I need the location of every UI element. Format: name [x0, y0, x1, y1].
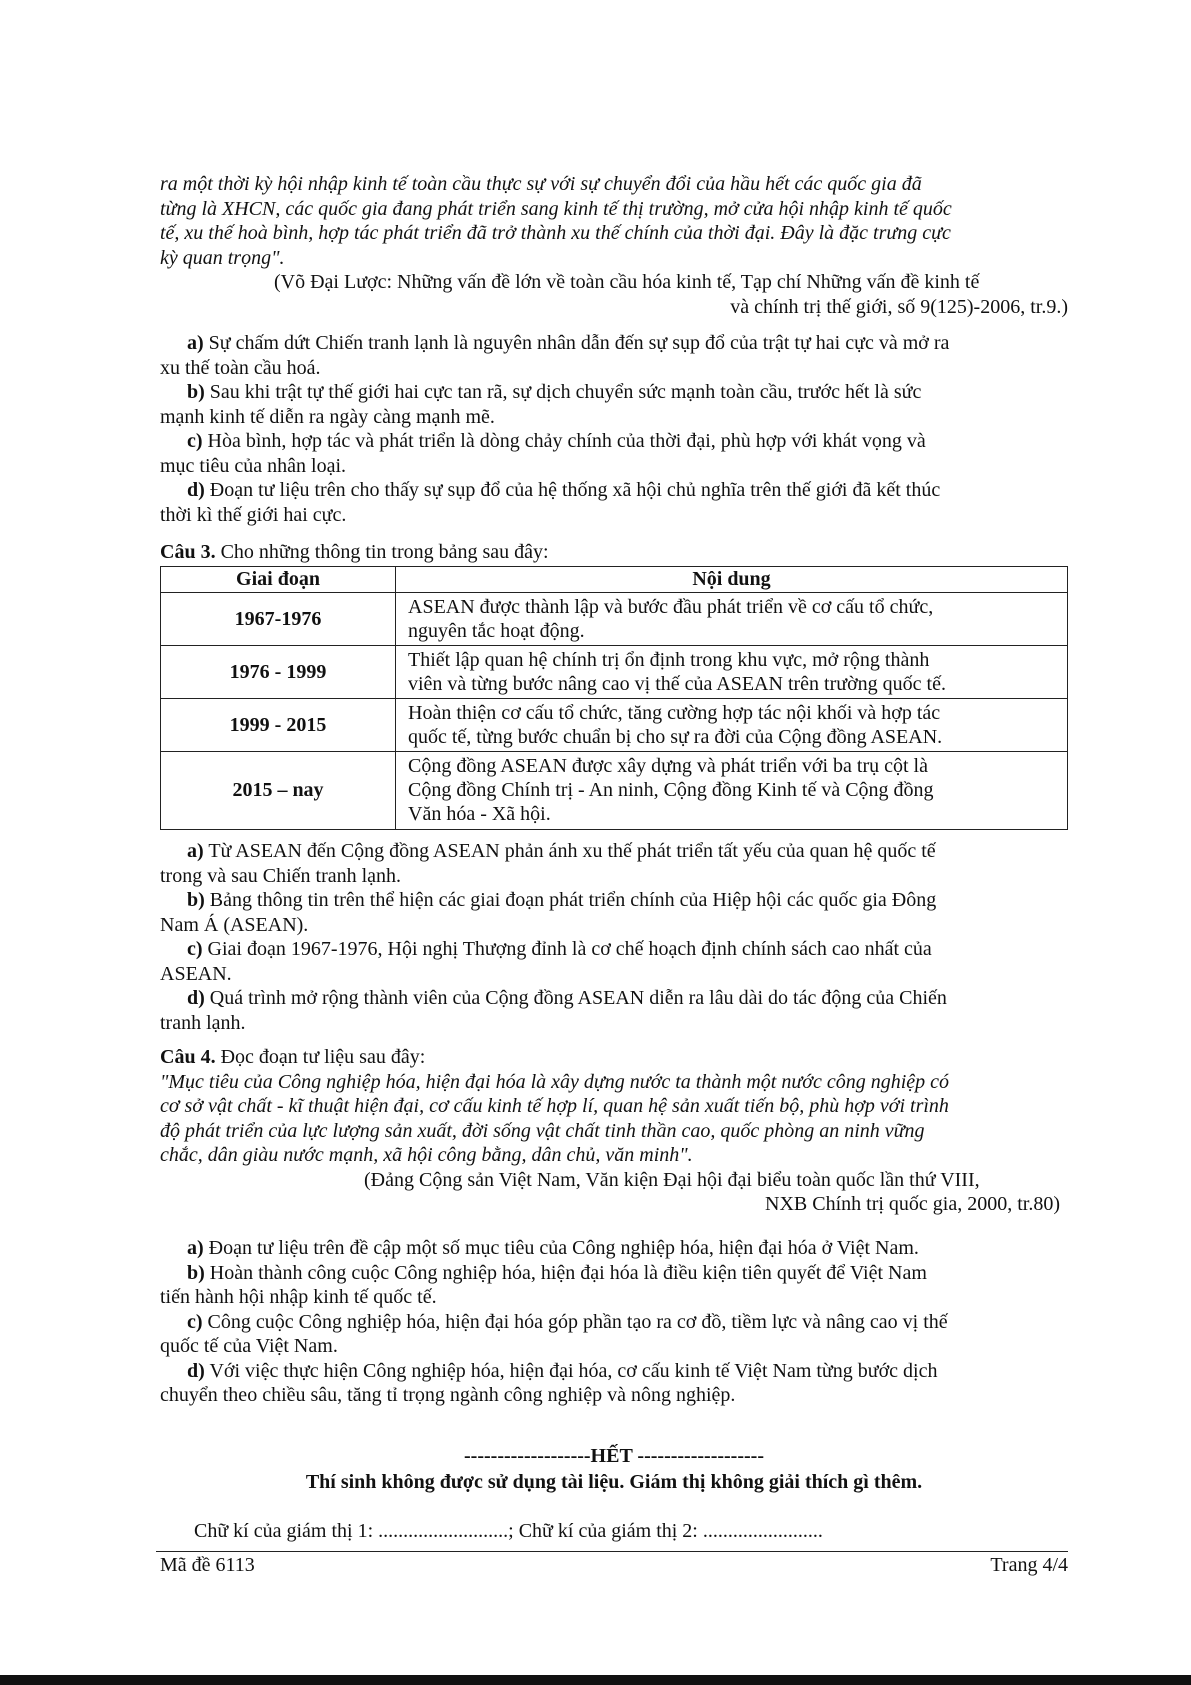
option-text-cont: ASEAN.	[160, 962, 232, 985]
q4-option-b	[160, 1261, 1068, 1310]
citation-line: và chính trị thế giới, số 9(125)-2006, tr.9.)	[730, 295, 1068, 318]
table-cell-period: 1967-1976	[161, 592, 396, 645]
q3-options	[160, 839, 1068, 1035]
end-note: Thí sinh không được sử dụng tài liệu. Giám thị không giải thích gì thêm.	[305, 1471, 923, 1493]
q3-prompt: Cho những thông tin trong bảng sau đây:	[220, 541, 549, 563]
exam-code: Mã đề 6113	[160, 1554, 255, 1576]
quote-line: "Mục tiêu của Công nghiệp hóa, hiện đại hóa là xây dựng nước ta thành một nước công nghiệp có	[160, 1070, 950, 1093]
table-cell-content	[396, 645, 1068, 698]
option-text: Từ ASEAN đến Cộng đồng ASEAN phản ánh xu thế phát triển tất yếu của quan hệ quốc tế	[208, 840, 936, 862]
option-text-cont: xu thế toàn cầu hoá.	[160, 356, 321, 379]
intro-quote-line: kỳ quan trọng".	[160, 246, 285, 269]
q2-options	[160, 331, 1068, 527]
option-text-cont: thời kì thế giới hai cực.	[160, 503, 347, 526]
option-label: b)	[187, 889, 205, 911]
cell-line: Hoàn thiện cơ cấu tổ chức, tăng cường hợp tác nội khối và hợp tác	[408, 701, 941, 724]
intro-quote-line: ra một thời kỳ hội nhập kinh tế toàn cầu thực sự với sự chuyển đổi của hầu hết các quốc gia đã	[160, 173, 922, 195]
option-label: a)	[187, 1237, 204, 1259]
q3-option-b	[160, 888, 1068, 937]
cell-line: quốc tế, từng bước chuẩn bị cho sự ra đời của Cộng đồng ASEAN.	[408, 725, 943, 748]
q4-options	[160, 1236, 1068, 1408]
option-label: d)	[187, 1359, 205, 1382]
question-4	[160, 1045, 1068, 1217]
option-text: Giai đoạn 1967-1976, Hội nghị Thượng đỉnh là cơ chế hoạch định chính sách cao nhất của	[207, 938, 932, 960]
footer	[160, 1553, 1068, 1578]
table-row	[161, 698, 1068, 751]
quote-line: chắc, dân giàu nước mạnh, xã hội công bằng, dân chủ, văn minh".	[160, 1144, 693, 1166]
table-row	[161, 645, 1068, 698]
quote-line: độ phát triển của lực lượng sản xuất, đời sống vật chất tinh thần cao, quốc phòng an ninh vững	[160, 1119, 925, 1142]
table-cell-period: 2015 – nay	[161, 751, 396, 829]
scan-edge	[0, 1675, 1191, 1685]
table-row	[161, 751, 1068, 829]
option-label: c)	[187, 430, 203, 452]
q2-option-a	[160, 331, 1068, 380]
option-text-cont: quốc tế của Việt Nam.	[160, 1335, 338, 1357]
cell-line: Cộng đồng Chính trị - An ninh, Cộng đồng Kinh tế và Cộng đồng	[408, 779, 934, 801]
option-label: c)	[187, 1310, 203, 1333]
q3-option-c	[160, 937, 1068, 986]
cell-line: Văn hóa - Xã hội.	[408, 803, 551, 825]
option-text: Với việc thực hiện Công nghiệp hóa, hiện đại hóa, cơ cấu kinh tế Việt Nam từng bước dịch	[209, 1359, 938, 1382]
table-header-period: Giai đoạn	[161, 566, 396, 592]
option-text: Hòa bình, hợp tác và phát triển là dòng chảy chính của thời đại, phù hợp với khát vọng và	[207, 430, 926, 452]
page-number: Trang 4/4	[990, 1554, 1068, 1576]
signature-line: Chữ kí của giám thị 1: ..........................; Chữ kí của giám thị 2: ........................	[194, 1520, 823, 1542]
aseian-stages-table	[160, 566, 1068, 830]
table-row	[161, 592, 1068, 645]
q4-label: Câu 4.	[160, 1046, 216, 1068]
option-text-cont: mạnh kinh tế diễn ra ngày càng mạnh mẽ.	[160, 405, 495, 428]
option-text: Đoạn tư liệu trên đề cập một số mục tiêu của Công nghiệp hóa, hiện đại hóa ở Việt Nam.	[208, 1237, 919, 1259]
table-cell-period: 1999 - 2015	[161, 698, 396, 751]
option-label: c)	[187, 938, 203, 960]
question-3	[160, 540, 1068, 830]
option-text: Đoạn tư liệu trên cho thấy sự sụp đổ của hệ thống xã hội chủ nghĩa trên thế giới đã kết thúc	[209, 479, 941, 501]
q4-quote	[160, 1070, 1068, 1168]
q4-option-d	[160, 1359, 1068, 1408]
q4-heading	[160, 1045, 1068, 1070]
option-text: Công cuộc Công nghiệp hóa, hiện đại hóa góp phần tạo ra cơ đồ, tiềm lực và nâng cao vị thế	[207, 1310, 948, 1333]
option-text-cont: tiến hành hội nhập kinh tế quốc tế.	[160, 1286, 437, 1308]
q4-option-a	[160, 1236, 1068, 1261]
table-header-content: Nội dung	[396, 566, 1068, 592]
quote-line: cơ sở vật chất - kĩ thuật hiện đại, cơ cấu kinh tế hợp lí, quan hệ sản xuất tiến bộ, phù hợp với trình	[160, 1095, 949, 1117]
option-label: a)	[187, 840, 204, 862]
cell-line: nguyên tắc hoạt động.	[408, 619, 585, 642]
option-text-cont: mục tiêu của nhân loại.	[160, 454, 347, 477]
option-text: Quá trình mở rộng thành viên của Cộng đồng ASEAN diễn ra lâu dài do tác động của Chiến	[209, 987, 947, 1009]
q3-heading	[160, 540, 1068, 565]
option-text-cont: tranh lạnh.	[160, 1011, 246, 1034]
option-text: Sự chấm dứt Chiến tranh lạnh là nguyên nhân dẫn đến sự sụp đổ của trật tự hai cực và mở ra	[208, 332, 950, 354]
q4-citation	[160, 1168, 1068, 1217]
table-cell-content	[396, 698, 1068, 751]
cell-line: Thiết lập quan hệ chính trị ổn định trong khu vực, mở rộng thành	[408, 648, 930, 671]
q4-option-c	[160, 1310, 1068, 1359]
option-text-cont: Nam Á (ASEAN).	[160, 913, 309, 936]
option-label: b)	[187, 381, 205, 403]
intro-citation	[160, 270, 1068, 319]
table-cell-content	[396, 751, 1068, 829]
option-label: a)	[187, 332, 204, 354]
option-text: Sau khi trật tự thế giới hai cực tan rã, sự dịch chuyển sức mạnh toàn cầu, trước hết là sức	[209, 381, 922, 403]
option-text-cont: chuyển theo chiều sâu, tăng tỉ trọng ngành công nghiệp và nông nghiệp.	[160, 1384, 736, 1406]
table-cell-period: 1976 - 1999	[161, 645, 396, 698]
q3-label: Câu 3.	[160, 541, 216, 563]
cell-line: viên và từng bước nâng cao vị thế của ASEAN trên trường quốc tế.	[408, 672, 946, 695]
option-text-cont: trong và sau Chiến tranh lạnh.	[160, 864, 402, 887]
option-label: d)	[187, 479, 205, 501]
cell-line: Cộng đồng ASEAN được xây dựng và phát triển với ba trụ cột là	[408, 755, 928, 777]
q2-option-c	[160, 429, 1068, 478]
citation-line: (Đảng Cộng sản Việt Nam, Văn kiện Đại hội đại biểu toàn quốc lần thứ VIII,	[364, 1168, 980, 1191]
option-label: d)	[187, 987, 205, 1009]
table-header-row	[161, 566, 1068, 592]
end-mark: -------------------HẾT -------------------	[464, 1445, 764, 1467]
q4-prompt: Đọc đoạn tư liệu sau đây:	[220, 1046, 426, 1068]
footer-divider	[156, 1551, 1068, 1552]
q2-option-d	[160, 478, 1068, 527]
option-label: b)	[187, 1261, 205, 1284]
q2-option-b	[160, 380, 1068, 429]
option-text: Hoàn thành công cuộc Công nghiệp hóa, hiện đại hóa là điều kiện tiên quyết để Việt Nam	[209, 1261, 927, 1284]
q3-option-d	[160, 986, 1068, 1035]
intro-quote-line: từng là XHCN, các quốc gia đang phát triển sang kinh tế thị trường, mở cửa hội nhập kinh tế quốc	[160, 197, 952, 220]
citation-line: NXB Chính trị quốc gia, 2000, tr.80)	[765, 1193, 1060, 1215]
table-cell-content	[396, 592, 1068, 645]
q3-option-a	[160, 839, 1068, 888]
intro-quote-line: tế, xu thế hoà bình, hợp tác phát triển đã trở thành xu thế chính của thời đại. Đây là đặc trưng cực	[160, 222, 951, 244]
intro-quote	[160, 172, 1068, 270]
option-text: Bảng thông tin trên thể hiện các giai đoạn phát triển chính của Hiệp hội các quốc gia Đông	[209, 889, 937, 911]
citation-line: (Võ Đại Lược: Những vấn đề lớn về toàn cầu hóa kinh tế, Tạp chí Những vấn đề kinh tế	[274, 271, 980, 293]
cell-line: ASEAN được thành lập và bước đầu phát triển về cơ cấu tổ chức,	[408, 595, 934, 618]
